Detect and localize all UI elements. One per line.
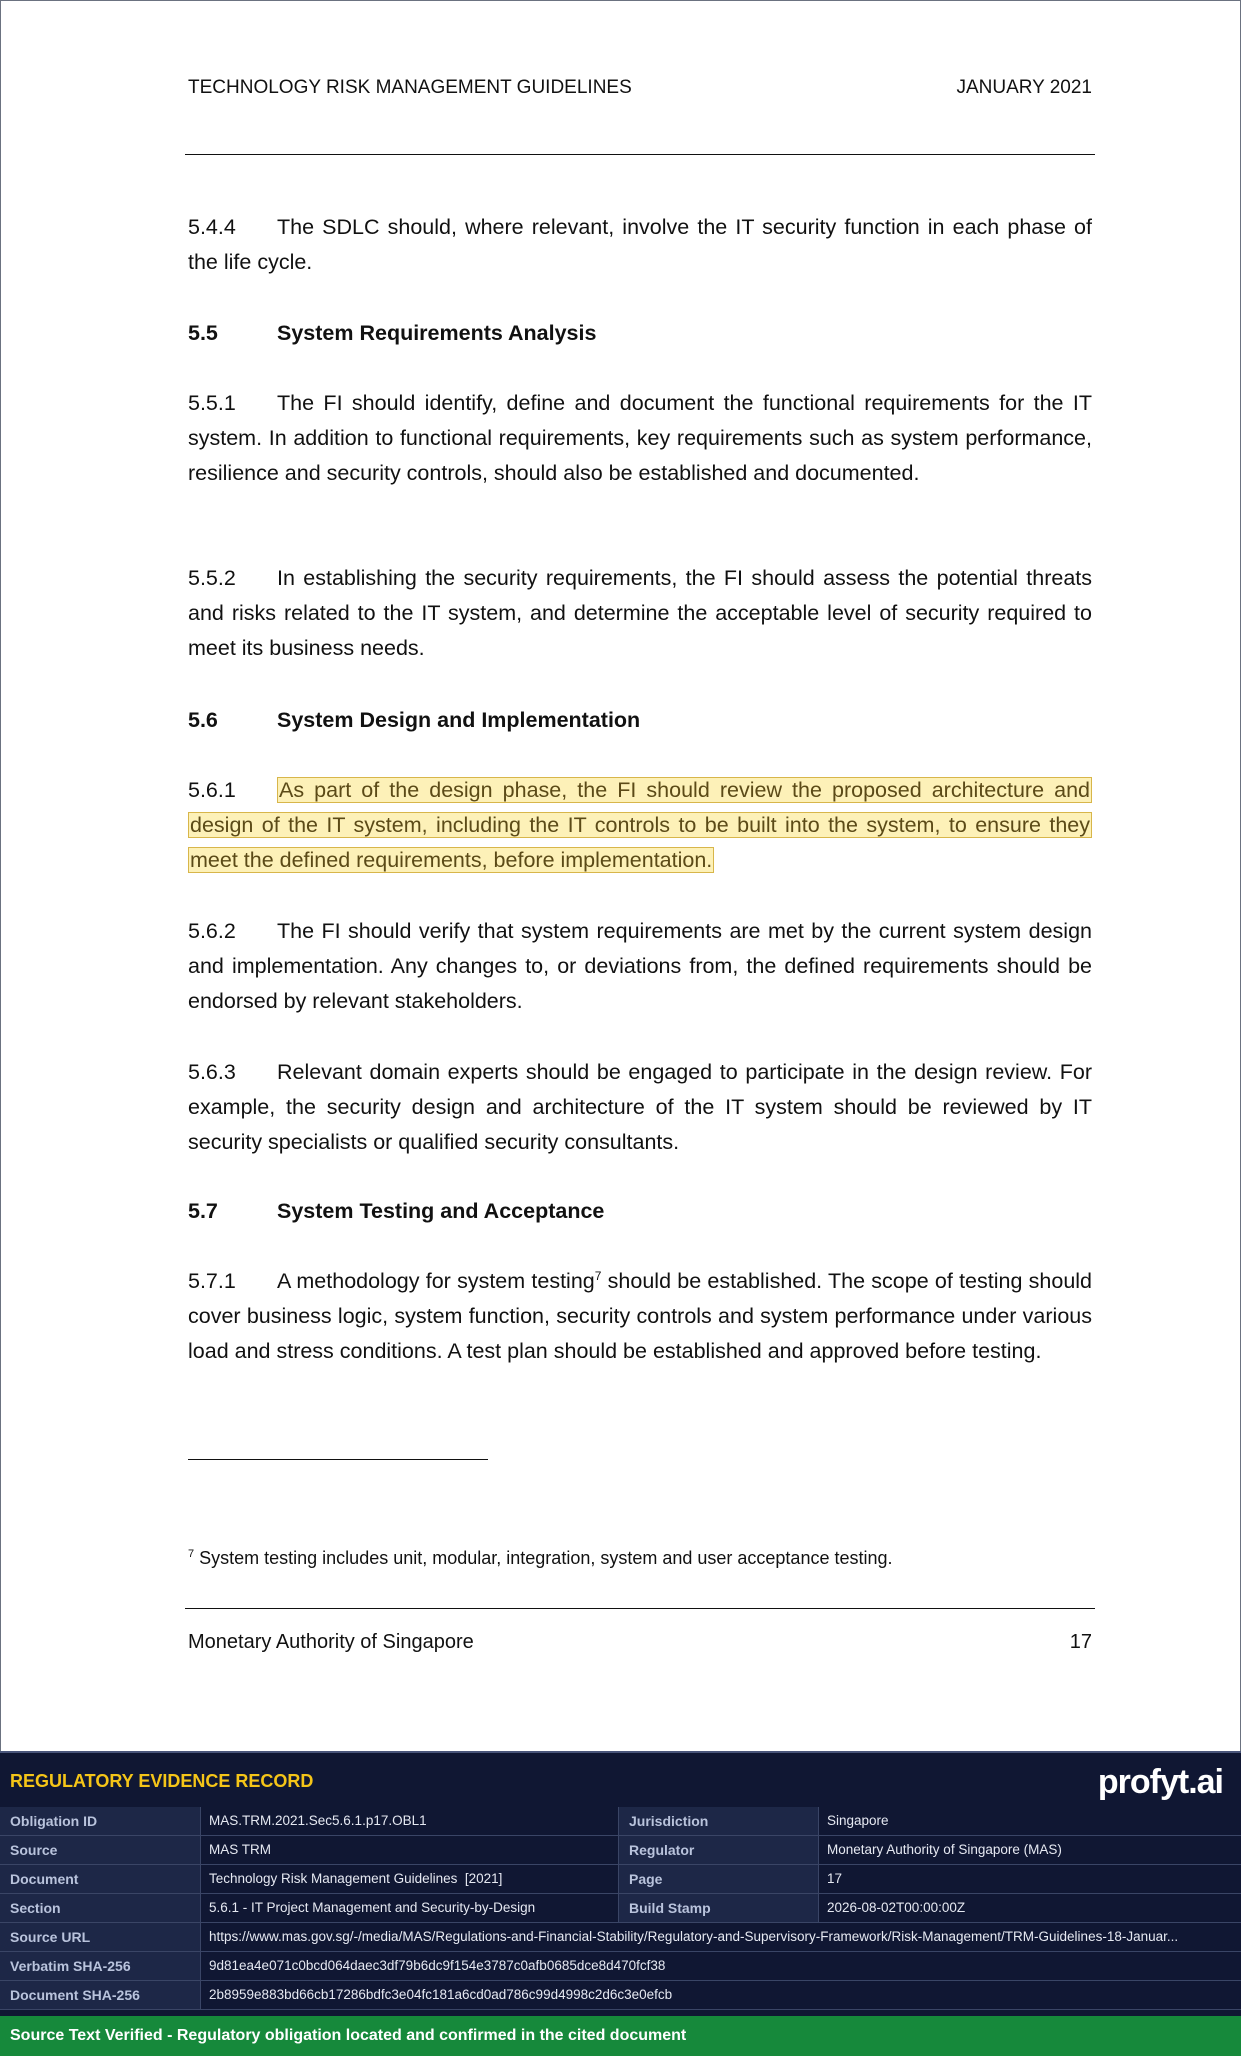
footnote-rule: [188, 1459, 488, 1460]
record-row: [0, 1865, 1241, 1894]
paragraph-text: Relevant domain experts should be engaged to participate in the design review. For example, the security design and architecture of the IT system should be reviewed by IT security specialists or qualified security consultants.: [188, 1060, 1092, 1154]
heading-text: System Requirements Analysis: [277, 321, 597, 345]
heading-number: 5.5: [188, 321, 218, 345]
heading-5-5: [188, 316, 1092, 351]
regulator-label: Regulator: [618, 1836, 818, 1864]
highlighted-obligation-text: As part of the design phase, the FI should review the proposed architecture and design of the IT system, including the IT controls to be built into the system, to ensure they meet the defined requirements, before implementation.: [190, 778, 1090, 872]
paragraph-text: The FI should verify that system requirements are met by the current system design and implementation. Any changes to, or deviations from, the defined requirements should be endorsed by relevant stakeholders.: [188, 919, 1092, 1013]
paragraph-number: 5.7.1: [188, 1269, 236, 1293]
paragraph-number: 5.5.1: [188, 391, 236, 415]
page-footer: [188, 1631, 1092, 1661]
footnote-reference: 7: [594, 1268, 602, 1283]
document-sha-label: Document SHA-256: [0, 1981, 200, 2009]
build-stamp-value: 2026-08-02T00:00:00Z: [818, 1894, 1241, 1922]
header-title: TECHNOLOGY RISK MANAGEMENT GUIDELINES: [188, 77, 632, 98]
record-row: [0, 1807, 1241, 1836]
jurisdiction-value: Singapore: [818, 1807, 1241, 1835]
paragraph-5-4-4: [188, 210, 1092, 280]
page-number: 17: [1069, 1631, 1092, 1653]
paragraph-number: 5.4.4: [188, 215, 236, 239]
footnote-text: System testing includes unit, modular, integration, system and user acceptance testing.: [194, 1548, 893, 1568]
paragraph-text-end: should be established. The scope of testing should cover business logic, system function, security controls and system performance under various load and stress conditions. A test plan should be established and approved before testing.: [188, 1269, 1093, 1363]
paragraph-text: The SDLC should, where relevant, involve the IT security function in each phase of the life cycle.: [188, 215, 1092, 274]
evidence-record-panel: [0, 1751, 1241, 2018]
source-value: MAS TRM: [200, 1836, 618, 1864]
paragraph-5-7-1: [188, 1264, 1092, 1369]
record-row: [0, 1923, 1241, 1952]
source-url-link[interactable]: https://www.mas.gov.sg/-/media/MAS/Regulations-and-Financial-Stability/Regulatory-and-Supervisory-Framework/Risk-Management/TRM-Guidelines-18-Januar...: [200, 1923, 1241, 1951]
section-value: 5.6.1 - IT Project Management and Security-by-Design: [200, 1894, 618, 1922]
heading-number: 5.7: [188, 1199, 218, 1223]
paragraph-number: 5.6.2: [188, 919, 236, 943]
verification-status-bar: Source Text Verified - Regulatory obligation located and confirmed in the cited document: [0, 2016, 1241, 2056]
paragraph-5-6-1: [188, 773, 1092, 878]
paragraph-number: 5.5.2: [188, 566, 236, 590]
heading-number: 5.6: [188, 708, 218, 732]
heading-5-7: [188, 1194, 1092, 1229]
page-header: [188, 77, 1092, 105]
record-row: [0, 1836, 1241, 1865]
heading-text: System Testing and Acceptance: [277, 1199, 605, 1223]
paragraph-5-6-3: [188, 1055, 1092, 1160]
record-grid: [0, 1807, 1241, 2010]
source-url-label: Source URL: [0, 1923, 200, 1951]
document-sha-value: 2b8959e883bd66cb17286bdfc3e04fc181a6cd0ad786c99d4998c2d6c3e0efcb: [200, 1981, 1241, 2009]
paragraph-number: 5.6.3: [188, 1060, 236, 1084]
heading-text: System Design and Implementation: [277, 708, 641, 732]
record-row: [0, 1952, 1241, 1981]
regulator-value: Monetary Authority of Singapore (MAS): [818, 1836, 1241, 1864]
document-value: Technology Risk Management Guidelines [2021]: [200, 1865, 618, 1893]
paragraph-text: In establishing the security requirements, the FI should assess the potential threats and risks related to the IT system, and determine the acceptable level of security required to meet its business needs.: [188, 566, 1092, 660]
record-row: [0, 1894, 1241, 1923]
footer-rule: [185, 1608, 1095, 1609]
section-label: Section: [0, 1894, 200, 1922]
jurisdiction-label: Jurisdiction: [618, 1807, 818, 1835]
profyt-logo: profyt.ai: [1097, 1763, 1223, 1801]
build-stamp-label: Build Stamp: [618, 1894, 818, 1922]
page-value: 17: [818, 1865, 1241, 1893]
paragraph-number: 5.6.1: [188, 778, 236, 802]
paragraph-text-start: A methodology for system testing: [277, 1269, 595, 1293]
obligation-id-value: MAS.TRM.2021.Sec5.6.1.p17.OBL1: [200, 1807, 618, 1835]
verbatim-sha-label: Verbatim SHA-256: [0, 1952, 200, 1980]
document-label: Document: [0, 1865, 200, 1893]
paragraph-5-5-2: [188, 561, 1092, 666]
heading-5-6: [188, 703, 1092, 738]
paragraph-5-5-1: [188, 386, 1092, 491]
obligation-id-label: Obligation ID: [0, 1807, 200, 1835]
verbatim-sha-value: 9d81ea4e071c0bcd064daec3df79b6dc9f154e3787c0afb0685dce8d470fcf38: [200, 1952, 1241, 1980]
paragraph-text: The FI should identify, define and document the functional requirements for the IT system. In addition to functional requirements, key requirements such as system performance, resilience and security controls, should also be established and documented.: [188, 391, 1092, 485]
page-label: Page: [618, 1865, 818, 1893]
source-label: Source: [0, 1836, 200, 1864]
paragraph-5-6-2: [188, 914, 1092, 1019]
record-row: [0, 1981, 1241, 2010]
footnote: [188, 1548, 1092, 1569]
record-title: REGULATORY EVIDENCE RECORD: [10, 1771, 314, 1791]
header-date: JANUARY 2021: [956, 77, 1092, 98]
header-rule: [185, 154, 1095, 155]
footer-organization: Monetary Authority of Singapore: [188, 1631, 474, 1653]
footnote-marker: 7: [188, 1548, 195, 1560]
